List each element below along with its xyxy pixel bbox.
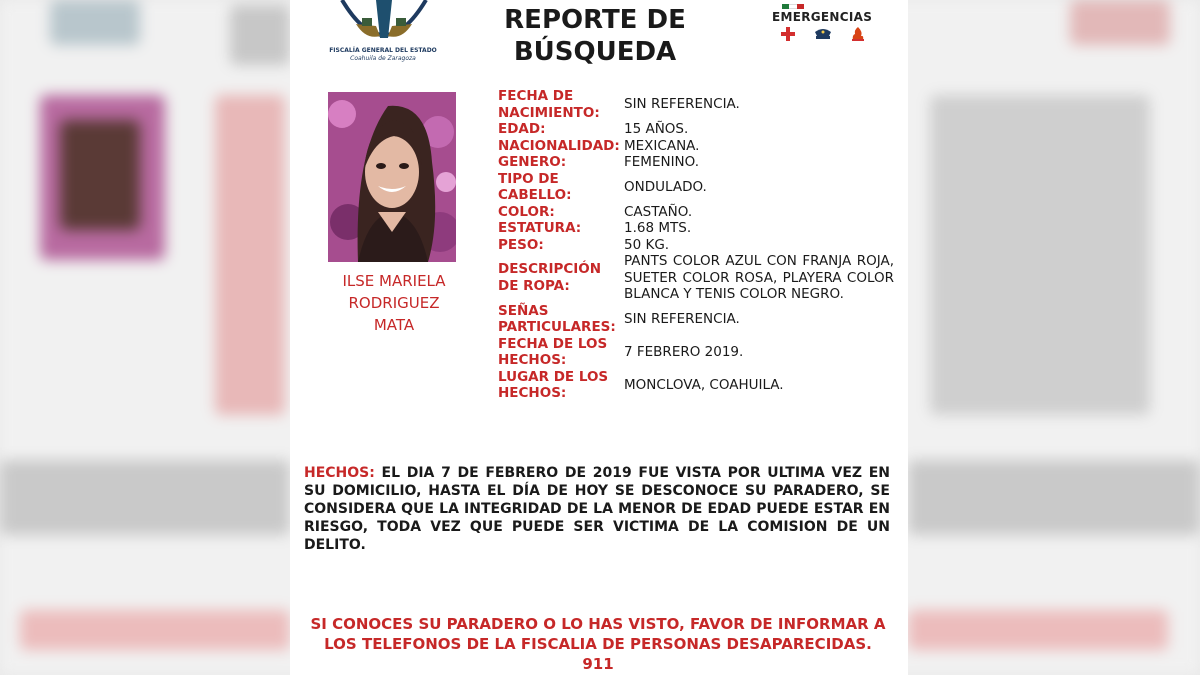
detail-value: 50 KG. bbox=[624, 236, 670, 253]
detail-row-nationality bbox=[498, 138, 894, 155]
title-line1: REPORTE DE bbox=[504, 5, 686, 35]
detail-label: FECHA DE NACIMIENTO: bbox=[498, 88, 600, 121]
fire-icon bbox=[850, 26, 866, 42]
detail-label: ESTATURA: bbox=[498, 220, 582, 236]
detail-label: LUGAR DE LOS HECHOS: bbox=[498, 368, 609, 401]
detail-row-gender bbox=[498, 154, 894, 171]
police-cap-icon bbox=[813, 26, 833, 42]
name-line2: RODRIGUEZ bbox=[348, 294, 440, 312]
detail-row-event-place bbox=[498, 369, 894, 402]
detail-label: DESCRIPCIÓN DE ROPA: bbox=[498, 261, 602, 294]
detail-label: COLOR: bbox=[498, 203, 555, 220]
detail-value: PANTS COLOR AZUL CON FRANJA ROJA, SUETER COLOR ROSA, PLAYERA COLOR BLANCA Y TENIS COLOR NEGRO. bbox=[624, 253, 894, 302]
detail-row-weight bbox=[498, 237, 894, 254]
missing-person-name bbox=[320, 270, 468, 336]
detail-row-hair-type bbox=[498, 171, 894, 204]
name-line1: ILSE MARIELA bbox=[342, 272, 446, 290]
callout-line1: SI CONOCES SU PARADERO O LO HAS VISTO, FAVOR DE INFORMAR A bbox=[310, 615, 886, 633]
detail-value: 1.68 MTS. bbox=[624, 220, 692, 236]
detail-row-age bbox=[498, 121, 894, 138]
detail-label: NACIONALIDAD: bbox=[498, 137, 620, 154]
detail-row-birthdate bbox=[498, 88, 894, 121]
cross-icon bbox=[780, 26, 796, 42]
detail-label: PESO: bbox=[498, 236, 544, 253]
detail-label: SEÑAS PARTICULARES: bbox=[498, 302, 616, 335]
emergencias-label: EMERGENCIAS bbox=[772, 10, 873, 24]
detail-row-event-date bbox=[498, 336, 894, 369]
emergencias-badge bbox=[772, 4, 882, 42]
detail-value: SIN REFERENCIA. bbox=[624, 310, 740, 327]
detail-value: MONCLOVA, COAHUILA. bbox=[624, 376, 784, 393]
detail-value: MEXICANA. bbox=[624, 137, 700, 154]
emergency-number: 911 bbox=[582, 655, 614, 673]
title-line2: BÚSQUEDA bbox=[513, 37, 677, 67]
missing-person-photo bbox=[328, 92, 456, 262]
detail-value: 15 AÑOS. bbox=[624, 121, 689, 137]
detail-value: 7 FEBRERO 2019. bbox=[624, 343, 744, 360]
name-line3: MATA bbox=[373, 316, 415, 334]
hechos-paragraph bbox=[304, 464, 890, 554]
detail-row-height bbox=[498, 220, 894, 237]
detail-value: FEMENINO. bbox=[624, 154, 700, 170]
detail-label: GENERO: bbox=[498, 154, 567, 170]
detail-row-distinguishing-marks bbox=[498, 303, 894, 336]
detail-label: TIPO DE CABELLO: bbox=[498, 170, 572, 203]
detail-row-color bbox=[498, 204, 894, 221]
mexico-flag-icon bbox=[782, 4, 804, 9]
hechos-label: HECHOS: bbox=[304, 465, 375, 481]
logo-caption bbox=[318, 47, 448, 63]
contact-callout bbox=[300, 614, 896, 674]
page-title bbox=[460, 4, 730, 68]
search-report-poster bbox=[290, 0, 908, 675]
detail-label: EDAD: bbox=[498, 121, 546, 137]
detail-row-clothing bbox=[498, 253, 894, 303]
logo-caption-line1: FISCALÍA GENERAL DEL ESTADO bbox=[329, 47, 437, 54]
callout-line2: LOS TELEFONOS DE LA FISCALIA DE PERSONAS DESAPARECIDAS. bbox=[324, 635, 872, 653]
hechos-text: EL DIA 7 DE FEBRERO DE 2019 FUE VISTA POR ULTIMA VEZ EN SU DOMICILIO, HASTA EL DÍA DE HOY SE DESCONOCE SU PARADERO, SE CONSIDERA QUE LA INTEGRIDAD DE LA MENOR DE EDAD PUEDE ESTAR EN RIESGO, TODA VEZ QUE PUEDE SER VICTIMA DE LA COMISION DE UN DELITO. bbox=[304, 465, 890, 553]
detail-label: FECHA DE LOS HECHOS: bbox=[498, 335, 608, 368]
details-table bbox=[498, 88, 894, 402]
logo-caption-line2: Coahuila de Zaragoza bbox=[350, 55, 416, 62]
detail-value: SIN REFERENCIA. bbox=[624, 96, 740, 113]
detail-value: CASTAÑO. bbox=[624, 203, 693, 220]
detail-value: ONDULADO. bbox=[624, 178, 707, 195]
